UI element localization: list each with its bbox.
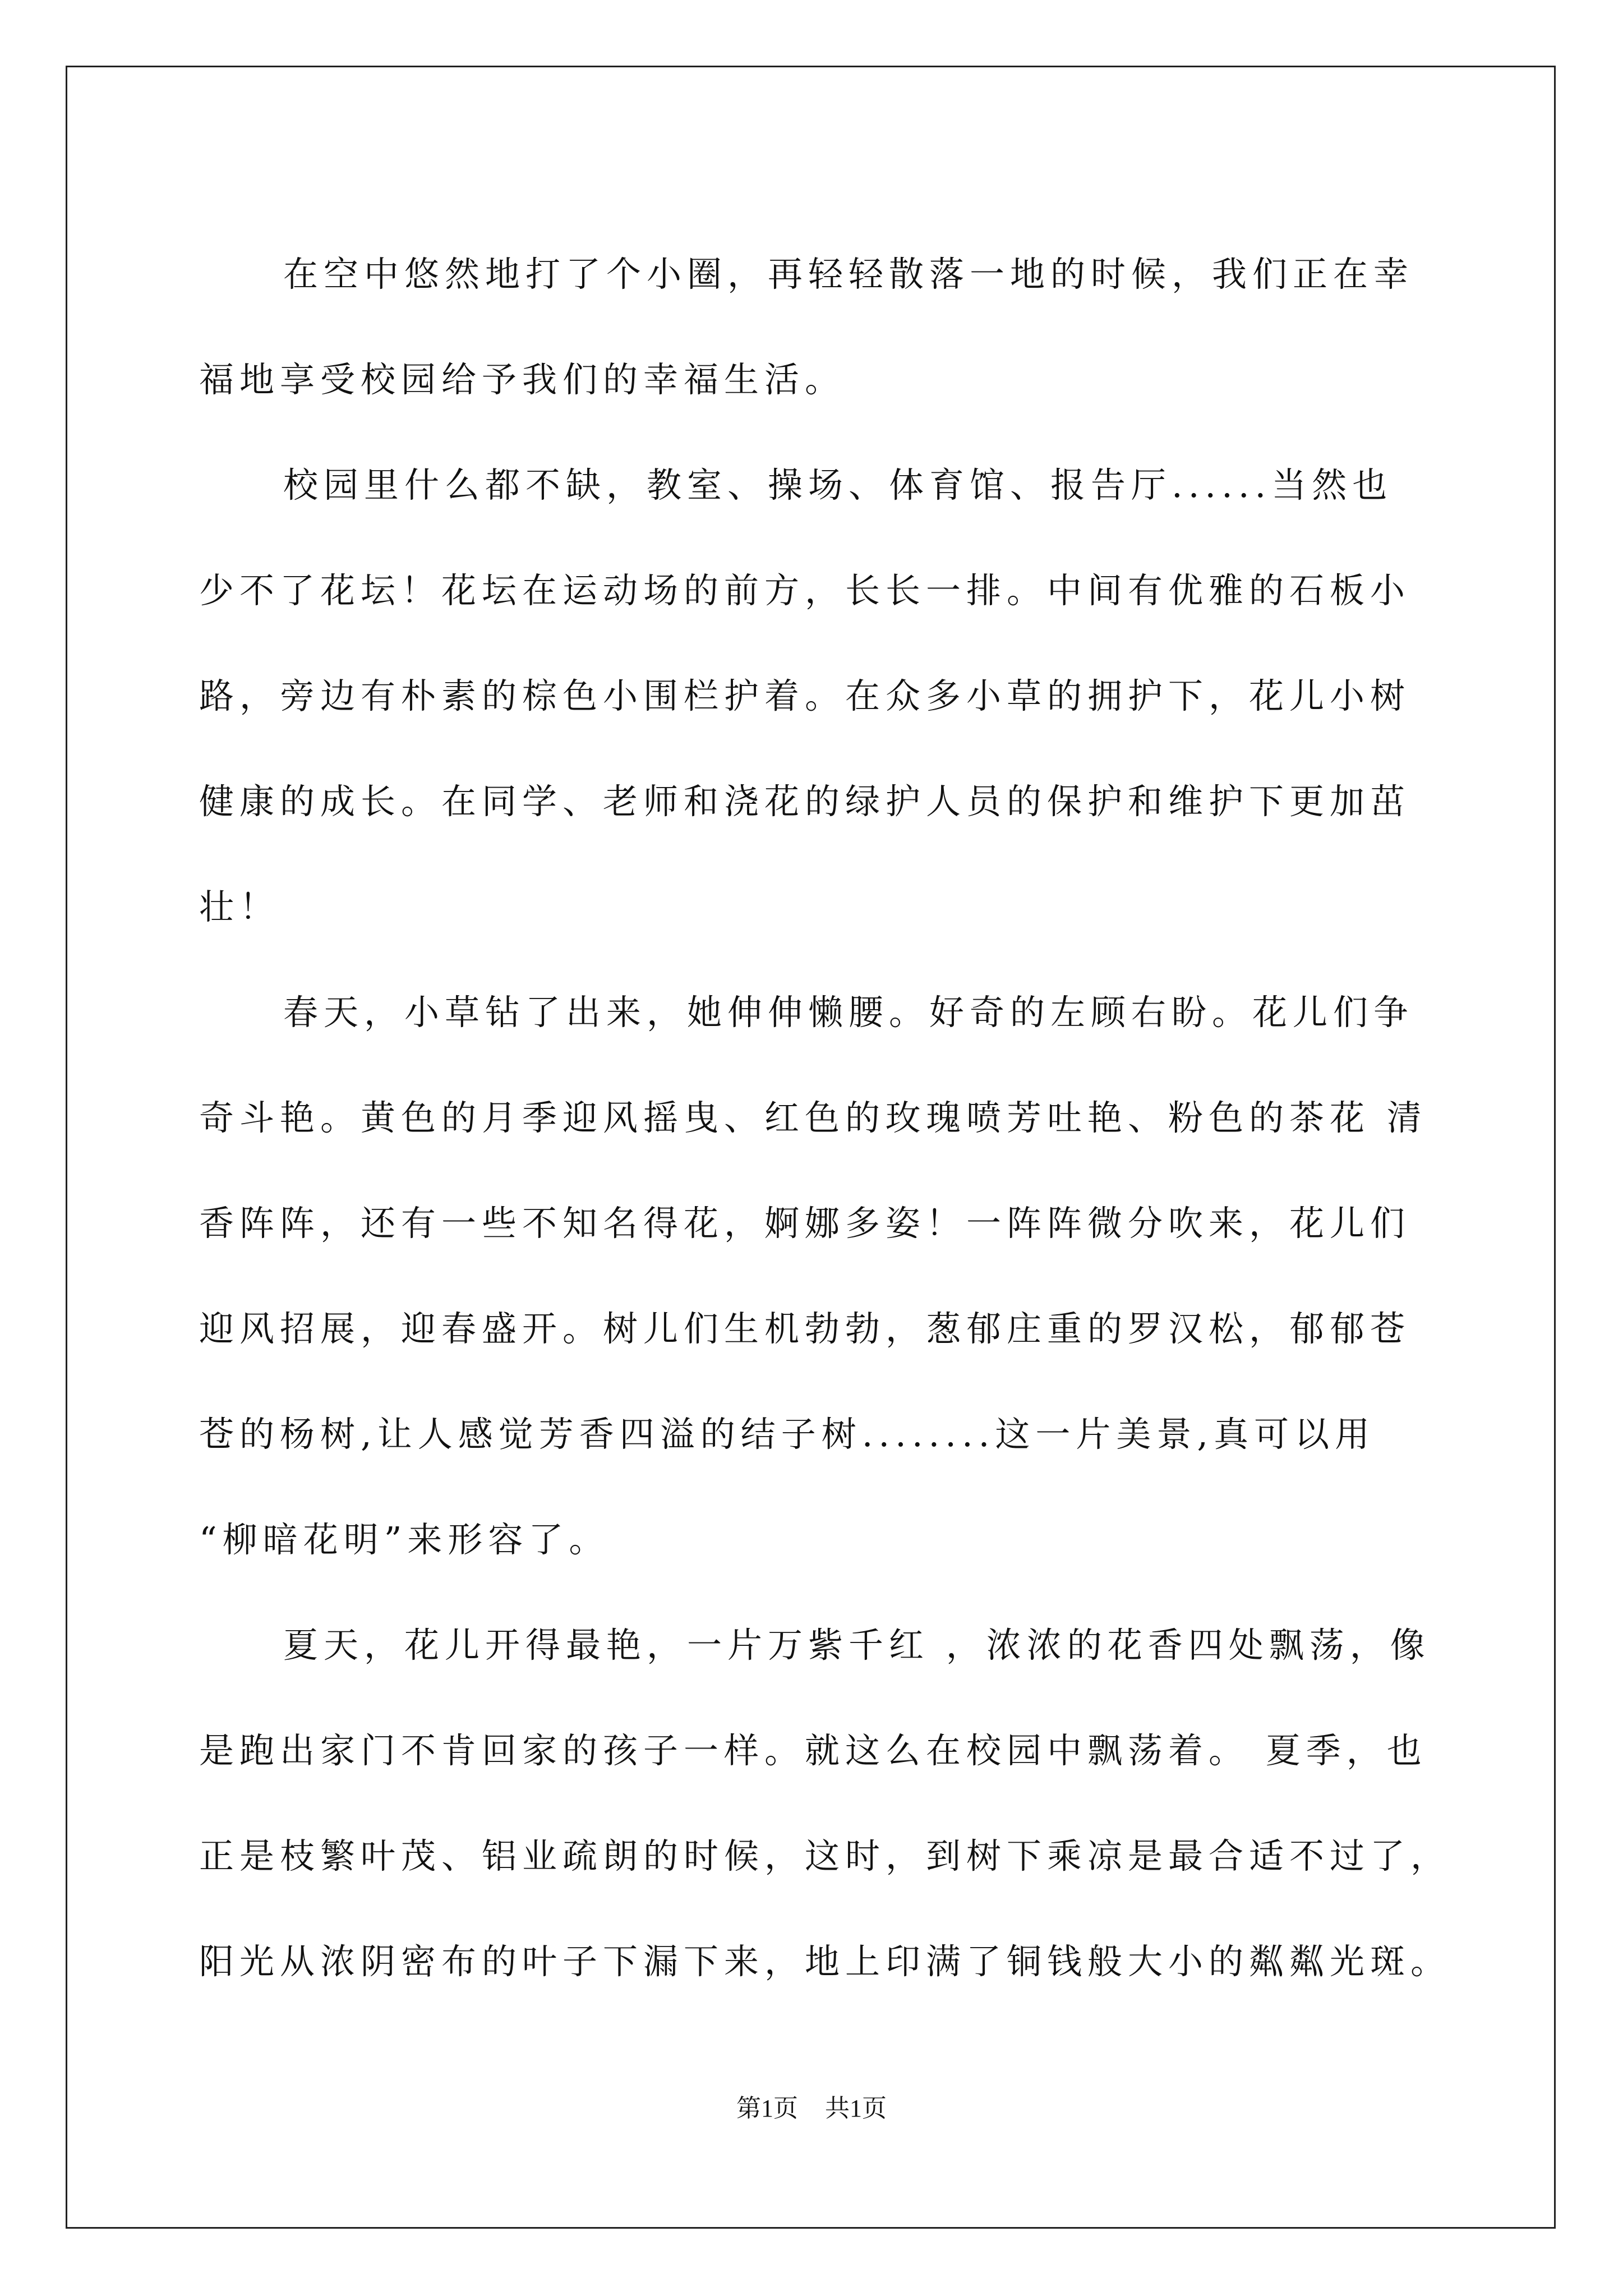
paragraph-line: 苍的杨树,让人感觉芳香四溢的结子树........这一片美景,真可以用: [199, 1414, 1376, 1455]
paragraph-line: 福地享受校园给予我们的幸福生活。: [199, 359, 846, 400]
paragraph-line: 路，旁边有朴素的棕色小围栏护着。在众多小草的拥护下，花儿小树: [199, 675, 1411, 716]
paragraph-4: [199, 1593, 1451, 2014]
paragraph-line: 校园里什么都不缺，教室、操场、体育馆、报告厅......当然也: [283, 464, 1393, 505]
paragraph-line: 奇斗艳。黄色的月季迎风摇曳、红色的玫瑰喷芳吐艳、粉色的茶花 清: [199, 1097, 1427, 1138]
page-number-total: 共1页: [825, 2095, 887, 2122]
paragraph-line: 香阵阵，还有一些不知名得花，婀娜多姿！一阵阵微分吹来，花儿们: [199, 1203, 1411, 1244]
paragraph-line: 健康的成长。在同学、老师和浇花的绿护人员的保护和维护下更加茁: [199, 781, 1411, 822]
paragraph-1: [199, 222, 1433, 432]
paragraph-line: 是跑出家门不肯回家的孩子一样。就这么在校园中飘荡着。 夏季，也: [199, 1730, 1427, 1771]
page-footer: [0, 2088, 1623, 2124]
paragraph-line: 在空中悠然地打了个小圈，再轻轻散落一地的时候，我们正在幸: [283, 254, 1414, 295]
paragraph-line: 壮！: [199, 886, 280, 927]
paragraph-line: “柳暗花明”来形容了。: [199, 1519, 610, 1560]
paragraph-2: [199, 432, 1433, 960]
paragraph-line: 春天，小草钻了出来，她伸伸懒腰。好奇的左顾右盼。花儿们争: [283, 992, 1414, 1033]
paragraph-line: 迎风招展，迎春盛开。树儿们生机勃勃，葱郁庄重的罗汉松，郁郁苍: [199, 1308, 1411, 1349]
paragraph-3: [199, 960, 1433, 1593]
page-number-current: 第1页: [736, 2095, 798, 2122]
paragraph-line: 正是枝繁叶茂、铝业疏朗的时候，这时，到树下乘凉是最合适不过了，: [199, 1835, 1451, 1876]
paragraph-line: 夏天，花儿开得最艳，一片万紫千红 ，浓浓的花香四处飘荡，像: [283, 1625, 1431, 1665]
paragraph-line: 阳光从浓阴密布的叶子下漏下来，地上印满了铜钱般大小的粼粼光斑。: [199, 1941, 1451, 1982]
paragraph-line: 少不了花坛！花坛在运动场的前方，长长一排。中间有优雅的石板小: [199, 570, 1411, 611]
document-body: [199, 222, 1451, 2014]
